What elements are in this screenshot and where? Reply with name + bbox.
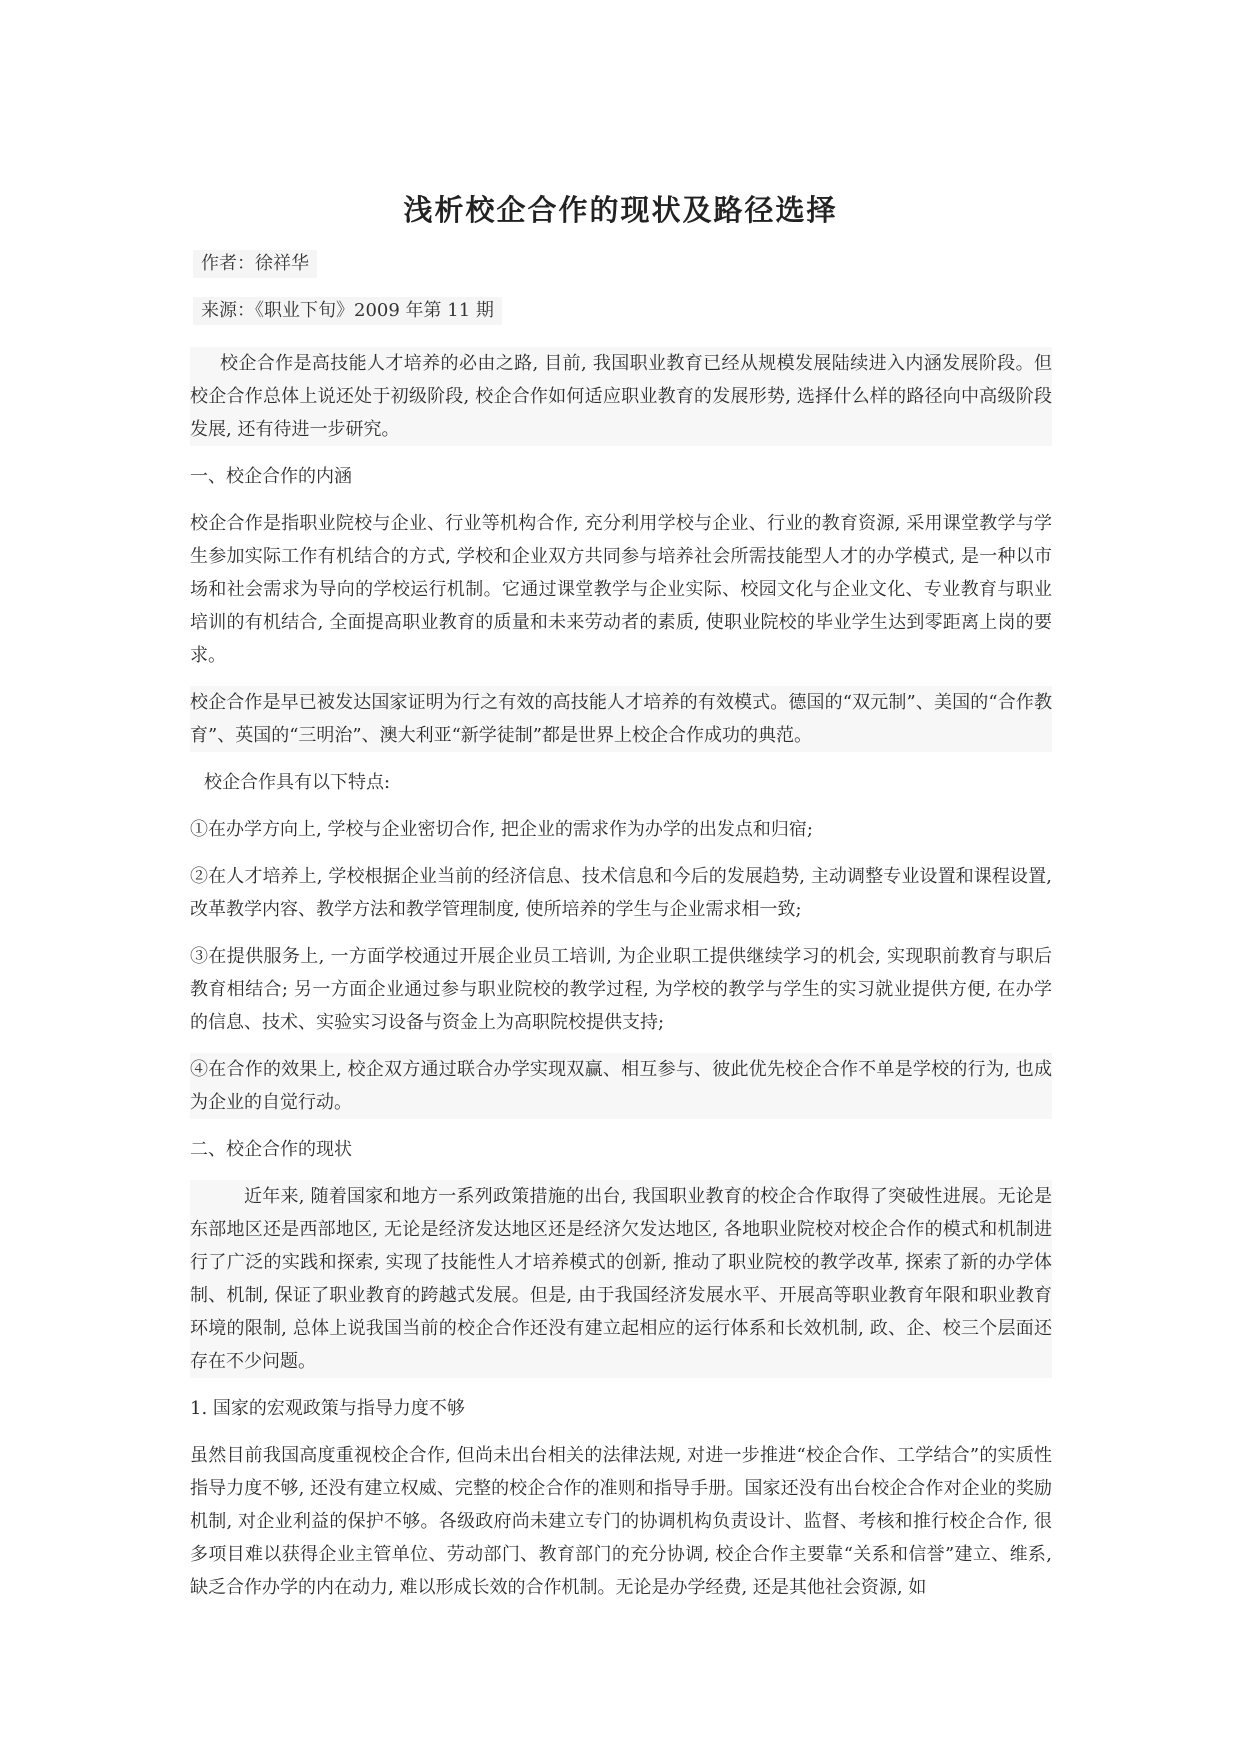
feature-item-3: ③在提供服务上, 一方面学校通过开展企业员工培训, 为企业职工提供继续学习的机会, 实现职前教育与职后教育相结合; 另一方面企业通过参与职业院校的教学过程, 为学校的教学与学生的实习就业提供方便, 在办学的信息、技术、实验实习设备与资金上为高职院校提供支持; [190, 940, 1052, 1039]
section-heading-2: 二、校企合作的现状 [190, 1133, 1052, 1166]
section-heading-1: 一、校企合作的内涵 [190, 460, 1052, 493]
paragraph-examples: 校企合作是早已被发达国家证明为行之有效的高技能人才培养的有效模式。德国的“双元制”、美国的“合作教育”、英国的“三明治”、澳大利亚“新学徒制”都是世界上校企合作成功的典范。 [190, 686, 1052, 752]
paragraph-features-intro: 校企合作具有以下特点: [190, 766, 1052, 799]
article-body [190, 347, 1052, 1618]
intro-paragraph: 校企合作是高技能人才培养的必由之路, 目前, 我国职业教育已经从规模发展陆续进入内涵发展阶段。但校企合作总体上说还处于初级阶段, 校企合作如何适应职业教育的发展形势, 选择什么样的路径向中高级阶段发展, 还有待进一步研究。 [190, 347, 1052, 446]
feature-item-4: ④在合作的效果上, 校企双方通过联合办学实现双赢、相互参与、彼此优先校企合作不单是学校的行为, 也成为企业的自觉行动。 [190, 1053, 1052, 1119]
feature-item-2: ②在人才培养上, 学校根据企业当前的经济信息、技术信息和今后的发展趋势, 主动调整专业设置和课程设置, 改革教学内容、教学方法和教学管理制度, 使所培养的学生与企业需求相一致; [190, 860, 1052, 926]
author-line: 作者：徐祥华 [193, 250, 317, 278]
page-title: 浅析校企合作的现状及路径选择 [403, 193, 838, 227]
paragraph-status: 近年来, 随着国家和地方一系列政策措施的出台, 我国职业教育的校企合作取得了突破性进展。无论是东部地区还是西部地区, 无论是经济发达地区还是经济欠发达地区, 各地职业院校对校企合作的模式和机制进行了广泛的实践和探索, 实现了技能性人才培养模式的创新, 推动了职业院校的教学改革, 探索了新的办学体制、机制, 保证了职业教育的跨越式发展。但是, 由于我国经济发展水平、开展高等职业教育年限和职业教育环境的限制, 总体上说我国当前的校企合作还没有建立起相应的运行体系和长效机制, 政、企、校三个层面还存在不少问题。 [190, 1180, 1052, 1378]
paragraph-policy: 虽然目前我国高度重视校企合作, 但尚未出台相关的法律法规, 对进一步推进“校企合作、工学结合”的实质性指导力度不够, 还没有建立权威、完整的校企合作的准则和指导手册。国家还没有出台校企合作对企业的奖励机制, 对企业利益的保护不够。各级政府尚未建立专门的协调机构负责设计、监督、考核和推行校企合作, 很多项目难以获得企业主管单位、劳动部门、教育部门的充分协调, 校企合作主要靠“关系和信誉”建立、维系, 缺乏合作办学的内在动力, 难以形成长效的合作机制。无论是办学经费, 还是其他社会资源, 如 [190, 1439, 1052, 1604]
feature-item-1: ①在办学方向上, 学校与企业密切合作, 把企业的需求作为办学的出发点和归宿; [190, 813, 1052, 846]
source-line: 来源：《职业下旬》2009 年第 11 期 [193, 297, 502, 325]
subsection-heading-1: 1. 国家的宏观政策与指导力度不够 [190, 1392, 1052, 1425]
paragraph-definition: 校企合作是指职业院校与企业、行业等机构合作, 充分利用学校与企业、行业的教育资源, 采用课堂教学与学生参加实际工作有机结合的方式, 学校和企业双方共同参与培养社会所需技能型人才的办学模式, 是一种以市场和社会需求为导向的学校运行机制。它通过课堂教学与企业实际、校园文化与企业文化、专业教育与职业培训的有机结合, 全面提高职业教育的质量和未来劳动者的素质, 使职业院校的毕业学生达到零距离上岗的要求。 [190, 507, 1052, 672]
